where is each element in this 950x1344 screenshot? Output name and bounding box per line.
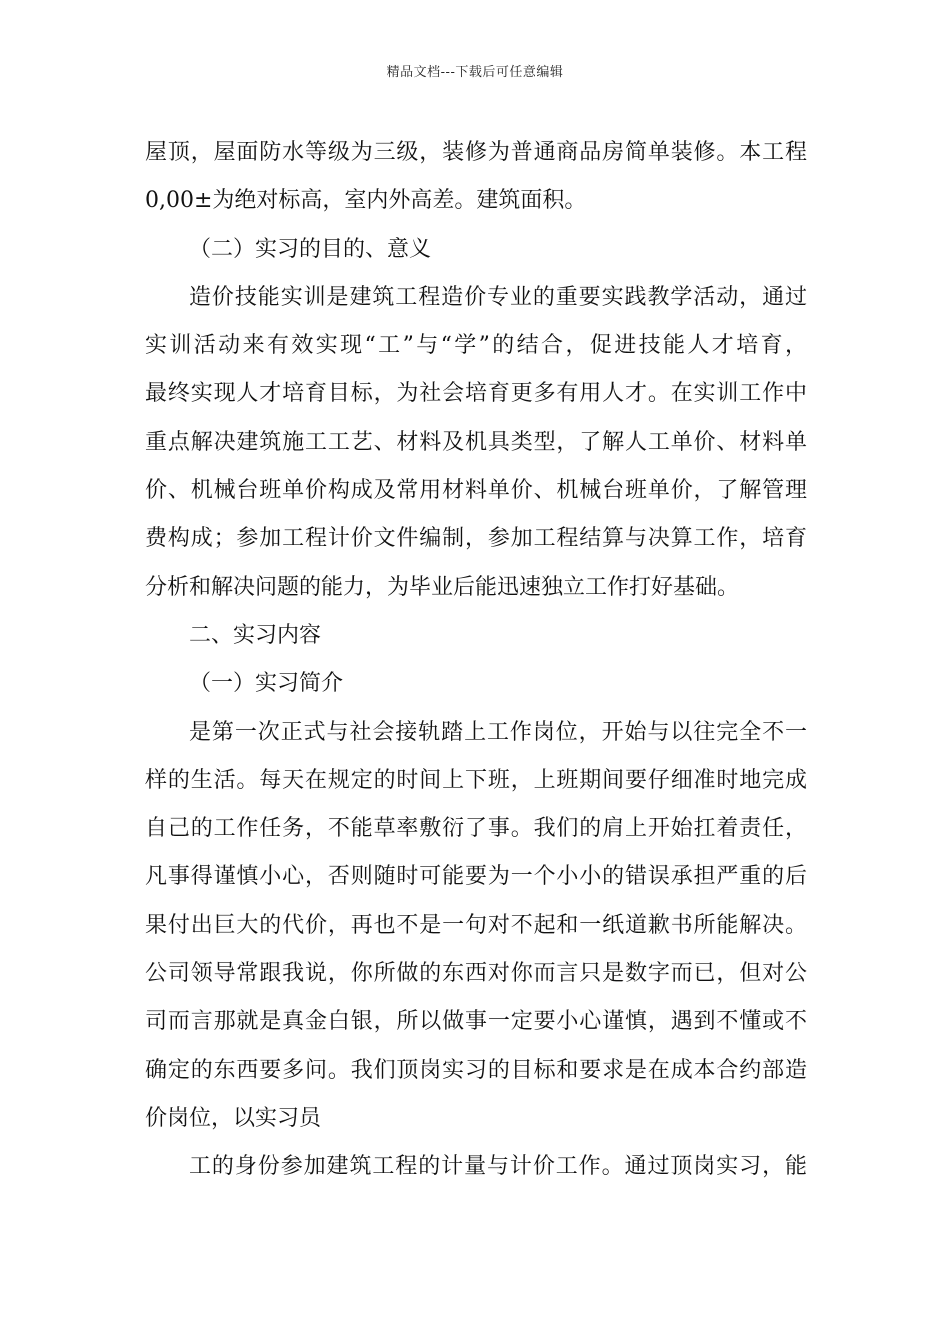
paragraph-line: 费构成；参加工程计价文件编制，参加工程结算与决算工作，培育 [145,526,807,552]
body-text [145,129,807,1192]
paragraph-line: 0,00±为绝对标高，室内外高差。建筑面积。 [145,188,587,214]
paragraph-line: 屋顶，屋面防水等级为三级，装修为普通商品房简单装修。本工程 [145,140,807,165]
paragraph-line: 果付出巨大的代价，再也不是一句对不起和一纸道歉书所能解决。 [145,912,807,938]
paragraph-line: 自己的工作任务，不能草率敷衍了事。我们的肩上开始扛着责任， [145,816,807,842]
paragraph-line: 是第一次正式与社会接轨踏上工作岗位，开始与以往完全不一 [189,719,807,745]
paragraph-line: 确定的东西要多问。我们顶岗实习的目标和要求是在成本合约部造 [145,1057,807,1083]
paragraph-line: 分析和解决问题的能力，为毕业后能迅速独立工作打好基础。 [145,574,740,600]
paragraph-line: 造价技能实训是建筑工程造价专业的重要实践教学活动，通过 [189,284,807,310]
paragraph-line: 司而言那就是真金白银，所以做事一定要小心谨慎，遇到不懂或不 [145,1009,807,1035]
paragraph-line: 重点解决建筑施工工艺、材料及机具类型，了解人工单价、材料单 [145,429,807,455]
paragraph-line: 工的身份参加建筑工程的计量与计价工作。通过顶岗实习，能 [189,1154,807,1180]
subsection-heading: （一）实习简介 [189,671,344,697]
header-note: 精品文档---下载后可任意编辑 [386,65,564,80]
paragraph-line: 价、机械台班单价构成及常用材料单价、机械台班单价，了解管理 [145,478,807,504]
paragraph-line: 公司领导常跟我说，你所做的东西对你而言只是数字而已，但对公 [145,961,807,987]
paragraph-line: 凡事得谨慎小心，否则随时可能要为一个小小的错误承担严重的后 [145,864,807,890]
paragraph-line: 样的生活。每天在规定的时间上下班，上班期间要仔细准时地完成 [145,767,807,793]
paragraph-line: 最终实现人才培育目标，为社会培育更多有用人才。在实训工作中 [145,381,807,407]
paragraph-line: 价岗位，以实习员 [145,1105,322,1131]
paragraph-line: 实训活动来有效实现“工”与“学”的结合，促进技能人才培育， [145,333,807,359]
section-heading: 二、实习内容 [189,622,322,648]
section-heading: （二）实习的目的、意义 [189,236,432,262]
